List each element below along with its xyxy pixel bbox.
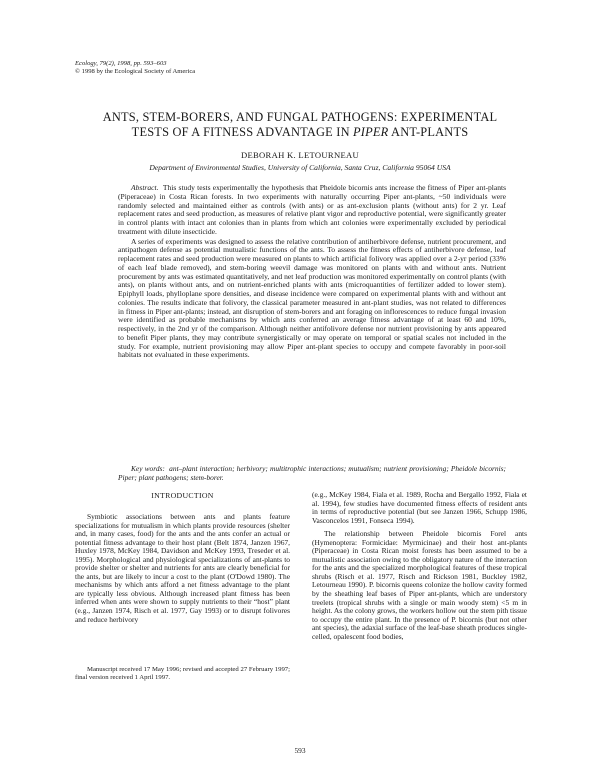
journal-citation <box>75 60 375 76</box>
title-line-1: ANTS, STEM-BORERS, AND FUNGAL PATHOGENS: EXPERIMENTAL <box>102 110 498 124</box>
abstract-label: Abstract. <box>131 183 159 192</box>
key-words-label: Key words: <box>131 464 165 473</box>
introduction-paragraph-1-continued: (e.g., McKey 1984, Fiala et al. 1989, Rocha and Bergallo 1992, Fiala et al. 1994), few studies have documented fitness effects of resident ants in terms of reproductive potential (but see Janzen 1966, Schupp 1986, Vasconcelos 1991, Fonseca 1994). <box>312 490 527 525</box>
introduction-paragraph-1: Symbiotic associations between ants and plants feature specializations for mutualism in which plants provide resources (shelter and, in many cases, food) for the ants and the ants confer an actual or potential fitness advantage to their host plant (Belt 1874, Janzen 1967, Huxley 1978, McKey 1984, Davidson and McKey 1993, Treseder et al. 1995). Morphological and physiological specializations of ant-plants to provide shelter or shelter and nutrients for ants are clearly beneficial for the ants, but are likely to incur a cost to the plant (O'Dowd 1980). The mechanisms by which ants afford a net fitness advantage to the plant are typically less obvious. Although increased plant fitness has been inferred when ants were shown to supply nutrients to their “host” plant (e.g., Janzen 1974, Risch et al. 1977, Gay 1993) or to disrupt folivores and reduce herbivory <box>75 512 290 624</box>
introduction-paragraph-2: The relationship between Pheidole bicornis Forel ants (Hymenoptera: Formicidae: Myrmicinae) and their host ant-plants (Piperaceae) in Costa Rican moist forests has been assumed to be a mutualistic association owing to the obligatory nature of the interaction for the ants and the specialized morphological features of these tropical shrubs (Risch et al. 1977, Risch and Rickson 1981, Buckley 1982, Letourneau 1990). P. bicornis queens colonize the hollow cavity formed by the sheathing leaf bases of Piper ant-plants, which are understory treelets (tropical shrubs with a single or main woody stem) <5 m in height. As the colony grows, the workers hollow out the stem pith tissue to occupy the entire plant. In the presence of P. bicornis (but not other ant species), the adaxial surface of the leaf-base sheath produces single-celled, opalescent food bodies, <box>312 529 527 641</box>
key-words-text: ant–plant interaction; herbivory; multitrophic interactions; mutualism; nutrient provisioning; Pheidole bicornis; Piper; plant pathogens; stem-borer. <box>118 464 506 482</box>
page-number: 593 <box>294 746 306 755</box>
abstract <box>118 184 506 360</box>
abstract-paragraph-1 <box>118 184 506 237</box>
article-title <box>75 110 525 140</box>
copyright-line: © 1998 by the Ecological Society of America <box>75 68 196 75</box>
manuscript-footnote: Manuscript received 17 May 1996; revised and accepted 27 February 1997; final version received 1 April 1997. <box>75 666 290 681</box>
right-column <box>312 491 527 641</box>
abstract-text-1: This study tests experimentally the hypothesis that Pheidole bicornis ants increase the fitness of Piper ant-plants (Piperaceae) in Costa Rican forests. In two experiments with naturally occurring Piper ant-plants, ~50 individuals were randomly selected and maintained either as controls (with ants) or as ant-exclusion plants (without ants) for 2 yr. Leaf replacement rates and seed production, as measures of relative plant vigor and reproductive potential, were significantly greater in control plants with intact ant colonies than in plants from which ant colonies were experimentally excluded by periodical treatment with dilute insecticide. <box>118 183 506 236</box>
left-column <box>75 491 290 624</box>
author-name: DEBORAH K. LETOURNEAU <box>240 150 360 160</box>
title-line-2 <box>75 125 525 140</box>
journal-reference: Ecology, 79(2), 1998, pp. 593–603 <box>75 60 167 67</box>
author-affiliation: Department of Environmental Studies, University of California, Santa Cruz, California 95064 USA <box>149 163 451 172</box>
title-line-2-suffix: ANT-PLANTS <box>388 125 469 139</box>
introduction-heading: INTRODUCTION <box>151 491 214 500</box>
key-words <box>118 465 506 482</box>
title-line-2-prefix: TESTS OF A FITNESS ADVANTAGE IN <box>131 125 354 139</box>
title-line-2-genus: PIPER <box>353 125 389 139</box>
abstract-paragraph-2: A series of experiments was designed to assess the relative contribution of antiherbivore defense, nutrient procurement, and antipathogen defense as potential mutualistic functions of the ants. To assess the fitness effects of antiherbivore defense, leaf replacement rates and seed production were measured on plants to which artificial folivory was applied over a 2-yr period (33% of each leaf blade removed), and stem-boring weevil damage was monitored on plants with and without ants. Nutrient procurement by ants was estimated quantitatively, and net leaf production was monitored experimentally on control plants (with ants), on plants without ants, and on nutrient-enriched plants with ants (microquantities of fertilizer added to lower stem). Epiphyll loads, phylloplane spore densities, and disease incidence were compared on experimental plants with and without ant colonies. The results indicate that folivory, the classical parameter measured in ant-plant studies, was not related to differences in fitness in Piper ant-plants; instead, ant disruption of stem-borers and ant foraging on inflorescences to reduce fungal invasion were identified as probable mechanisms by which ants conferred an average fitness advantage of at least 60 and 10%, respectively, in the 2nd yr of the comparison. Although neither antifolivore defense nor nutrient provisioning by ants appeared to benefit Piper plants, they may contribute synergistically or may operate on temporal or spatial scales not included in the study. For example, nutrient provisioning may allow Piper ant-plant species to occupy and compete favorably in poor-soil habitats not evaluated in these experiments. <box>118 236 506 360</box>
